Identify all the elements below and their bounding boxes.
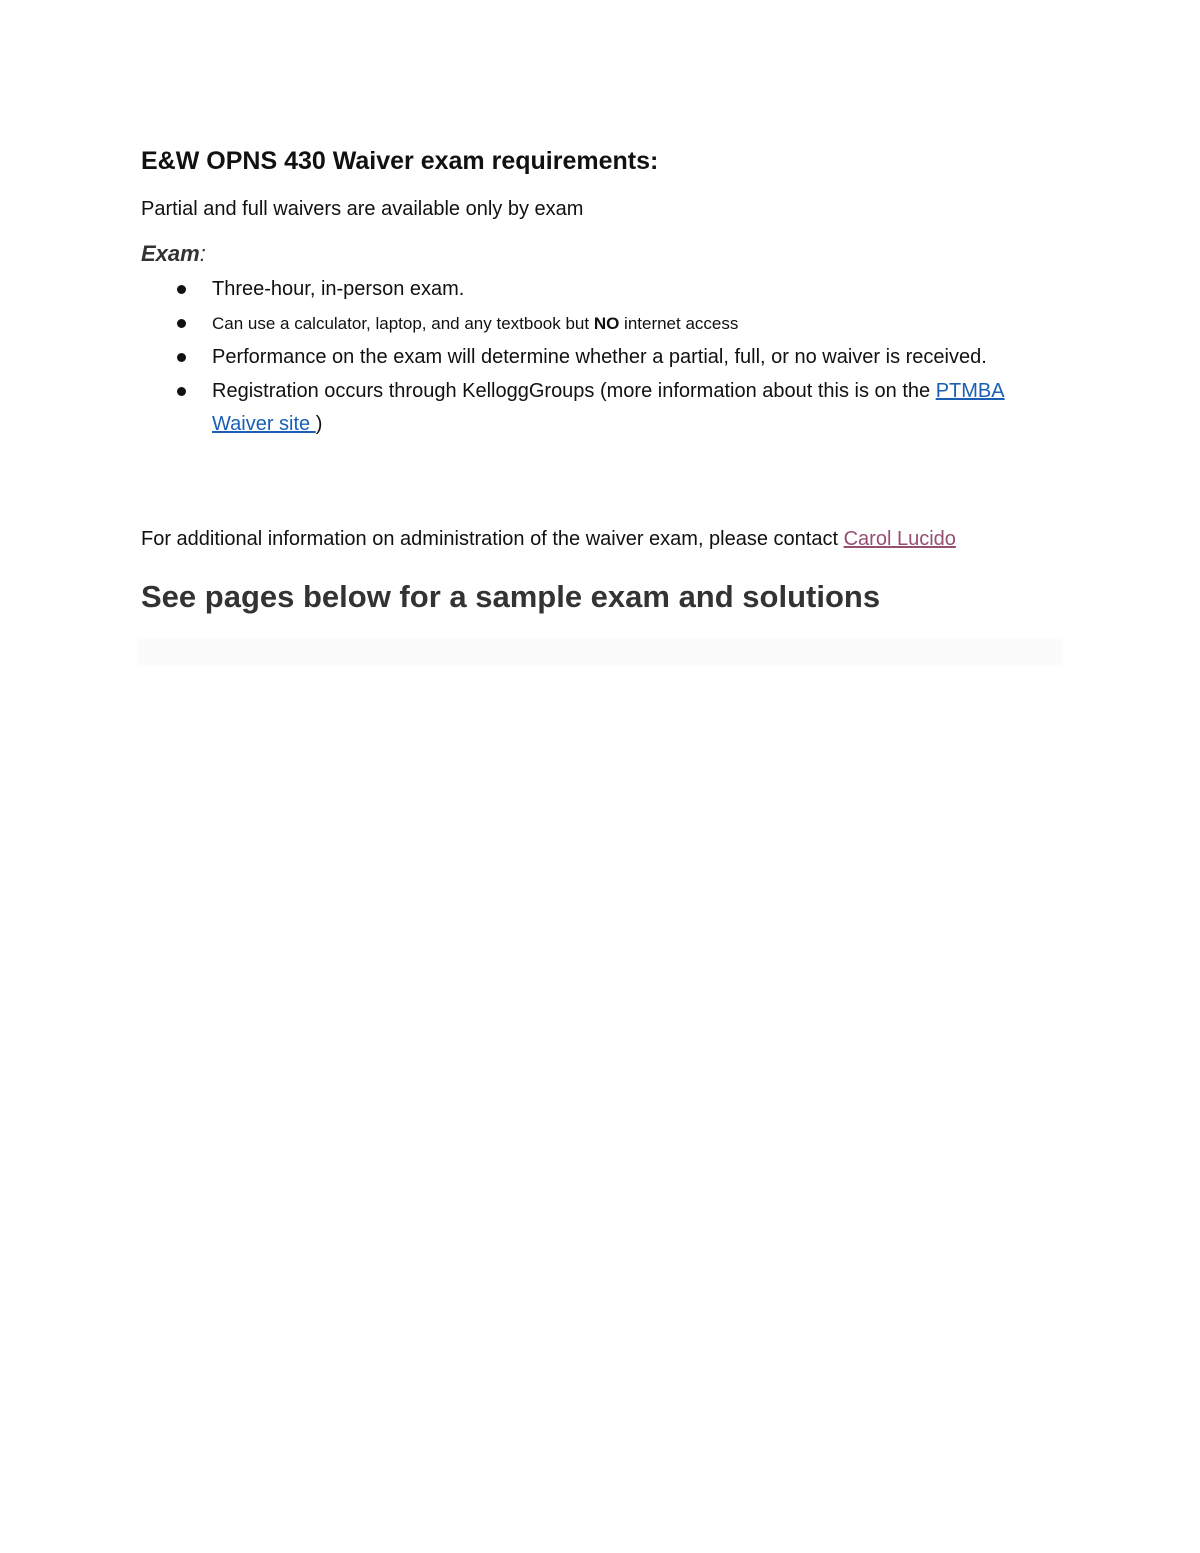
bullet-icon [177, 285, 186, 294]
bullet-icon [177, 353, 186, 362]
requirement-text: Can use a calculator, laptop, and any textbook but [212, 314, 594, 333]
requirement-text-tail: internet access [619, 314, 739, 333]
page-title: E&W OPNS 430 Waiver exam requirements: [141, 147, 659, 175]
requirement-text: Three-hour, in-person exam. [212, 278, 465, 300]
list-item [141, 375, 1061, 441]
exam-label-colon: : [199, 241, 206, 266]
requirement-text-tail: ) [315, 413, 323, 435]
ptmba-waiver-site-link[interactable]: PTMBA Waiver site [212, 380, 1005, 435]
sample-heading: See pages below for a sample exam and solutions [141, 579, 881, 614]
exam-label [141, 239, 1061, 269]
exam-label-text: Exam [141, 241, 200, 266]
intro-text: Partial and full waivers are available only by exam [141, 198, 584, 220]
document-content [141, 143, 1061, 665]
list-item [141, 273, 1061, 306]
requirements-list [141, 273, 1061, 441]
requirement-emphasis: NO [593, 314, 620, 333]
contact-text-body: For additional information on administration of the waiver exam, please contact [141, 528, 844, 550]
requirement-text: Performance on the exam will determine whether a partial, full, or no waiver is received. [212, 346, 987, 368]
carol-lucido-link[interactable]: Carol Lucido [843, 528, 956, 550]
divider [137, 639, 1063, 665]
list-item [141, 341, 1061, 374]
contact-text [141, 525, 1061, 553]
list-item [141, 307, 1061, 340]
bullet-icon [177, 319, 186, 328]
requirement-text: Registration occurs through KelloggGroups (more information about this is on the [212, 380, 936, 402]
bullet-icon [177, 387, 186, 396]
